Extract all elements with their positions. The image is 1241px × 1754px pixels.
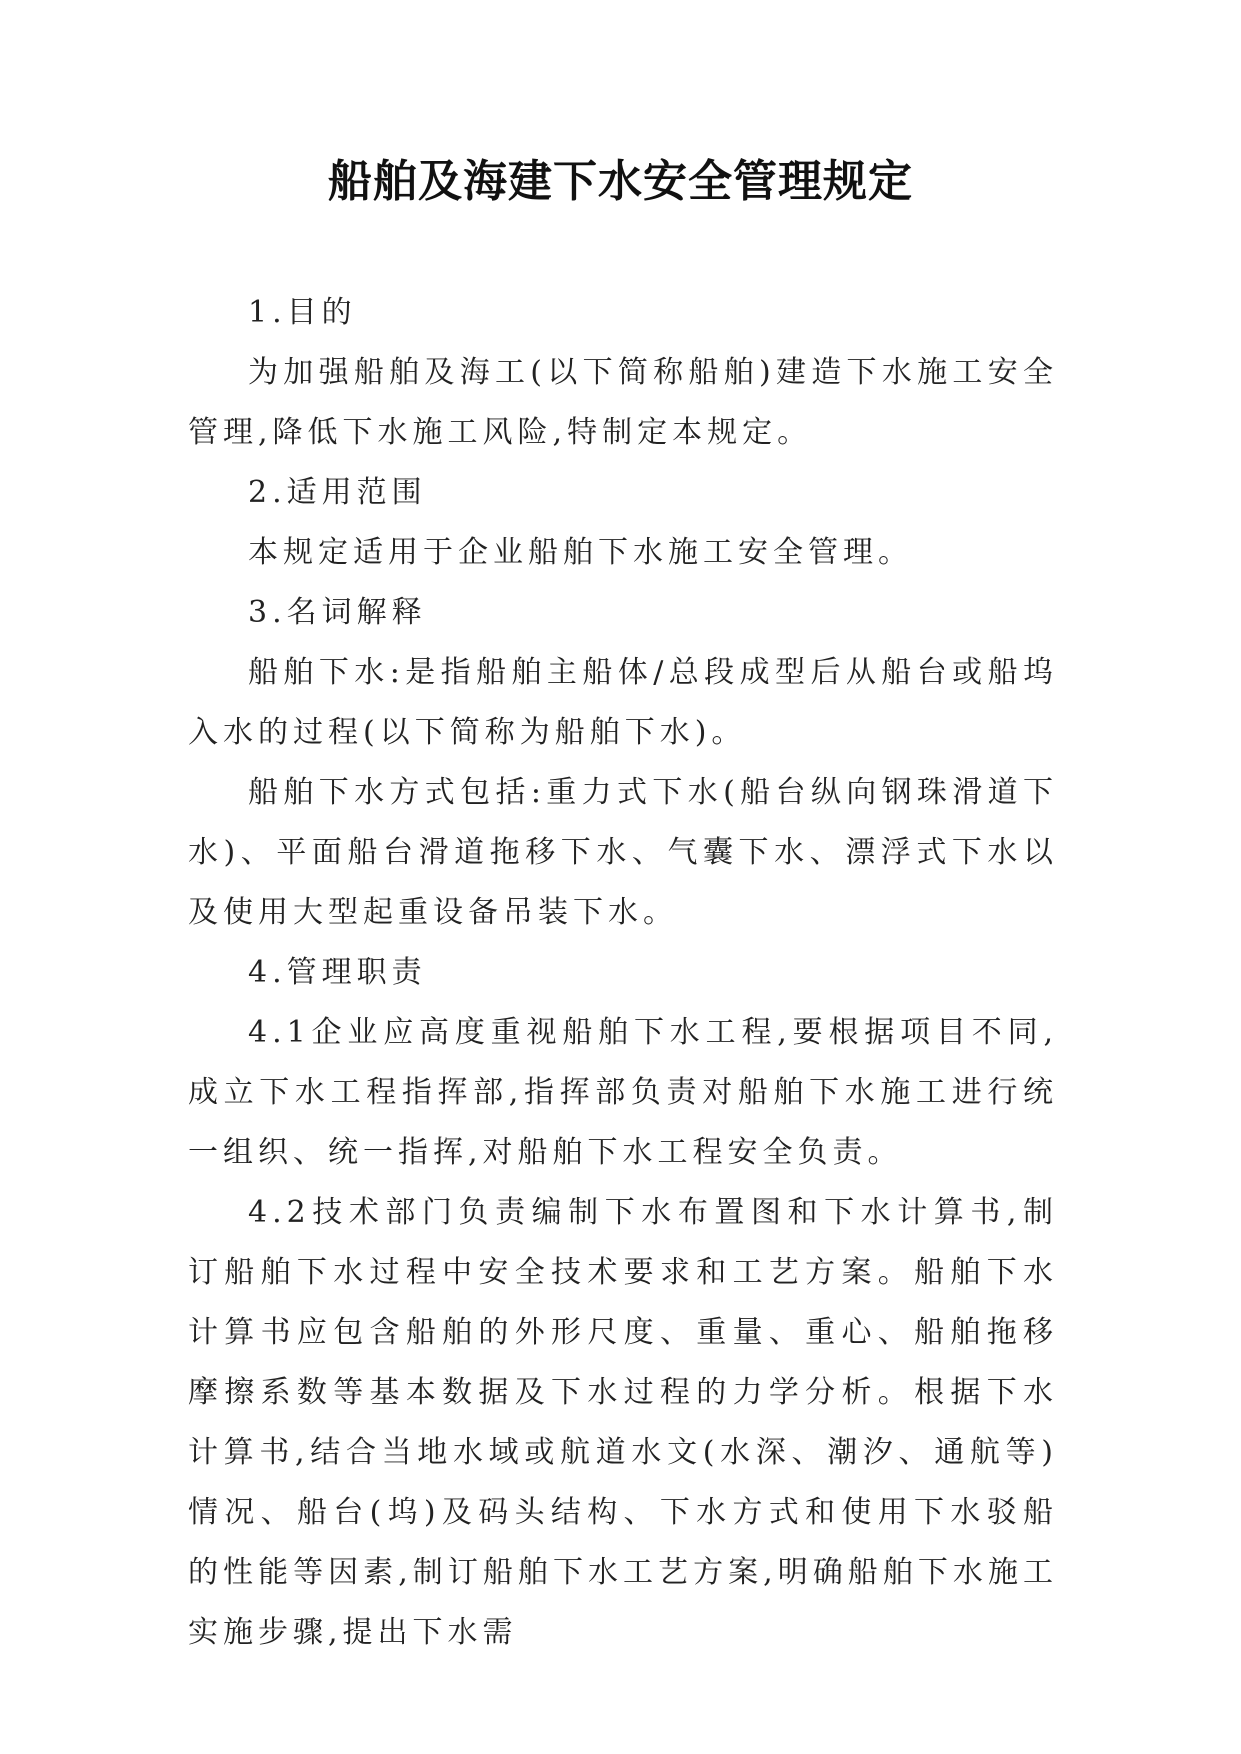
paragraph-responsibility-4-2: 4.2技术部门负责编制下水布置图和下水计算书,制订船舶下水过程中安全技术要求和工艺方案。船舶下水计算书应包含船舶的外形尺度、重量、重心、船舶拖移摩擦系数等基本数据及下水过程的力学分析。根据下水计算书,结合当地水域或航道水文(水深、潮汐、通航等)情况、船台(坞)及码头结构、下水方式和使用下水驳船的性能等因素,制订船舶下水工艺方案,明确船舶下水施工实施步骤,提出下水需 [188, 1195, 1058, 1650]
section-heading-scope: 2.适用范围 [248, 475, 427, 510]
document-body [188, 283, 1058, 1663]
paragraph-definition-launching: 船舶下水:是指船舶主船体/总段成型后从船台或船坞入水的过程(以下简称为船舶下水)。 [188, 655, 1058, 750]
paragraph-scope: 本规定适用于企业船舶下水施工安全管理。 [248, 535, 913, 570]
section-heading-definitions: 3.名词解释 [248, 595, 427, 630]
paragraph-purpose: 为加强船舶及海工(以下简称船舶)建造下水施工安全管理,降低下水施工风险,特制定本规定。 [188, 355, 1058, 450]
paragraph-responsibility-4-1: 4.1企业应高度重视船舶下水工程,要根据项目不同,成立下水工程指挥部,指挥部负责对船舶下水施工进行统一组织、统一指挥,对船舶下水工程安全负责。 [188, 1015, 1058, 1170]
section-heading-purpose: 1.目的 [248, 295, 357, 330]
document-title: 船舶及海建下水安全管理规定 [328, 156, 913, 207]
paragraph-launching-methods: 船舶下水方式包括:重力式下水(船台纵向钢珠滑道下水)、平面船台滑道拖移下水、气囊下水、漂浮式下水以及使用大型起重设备吊装下水。 [188, 775, 1058, 930]
section-heading-responsibilities: 4.管理职责 [248, 955, 427, 990]
